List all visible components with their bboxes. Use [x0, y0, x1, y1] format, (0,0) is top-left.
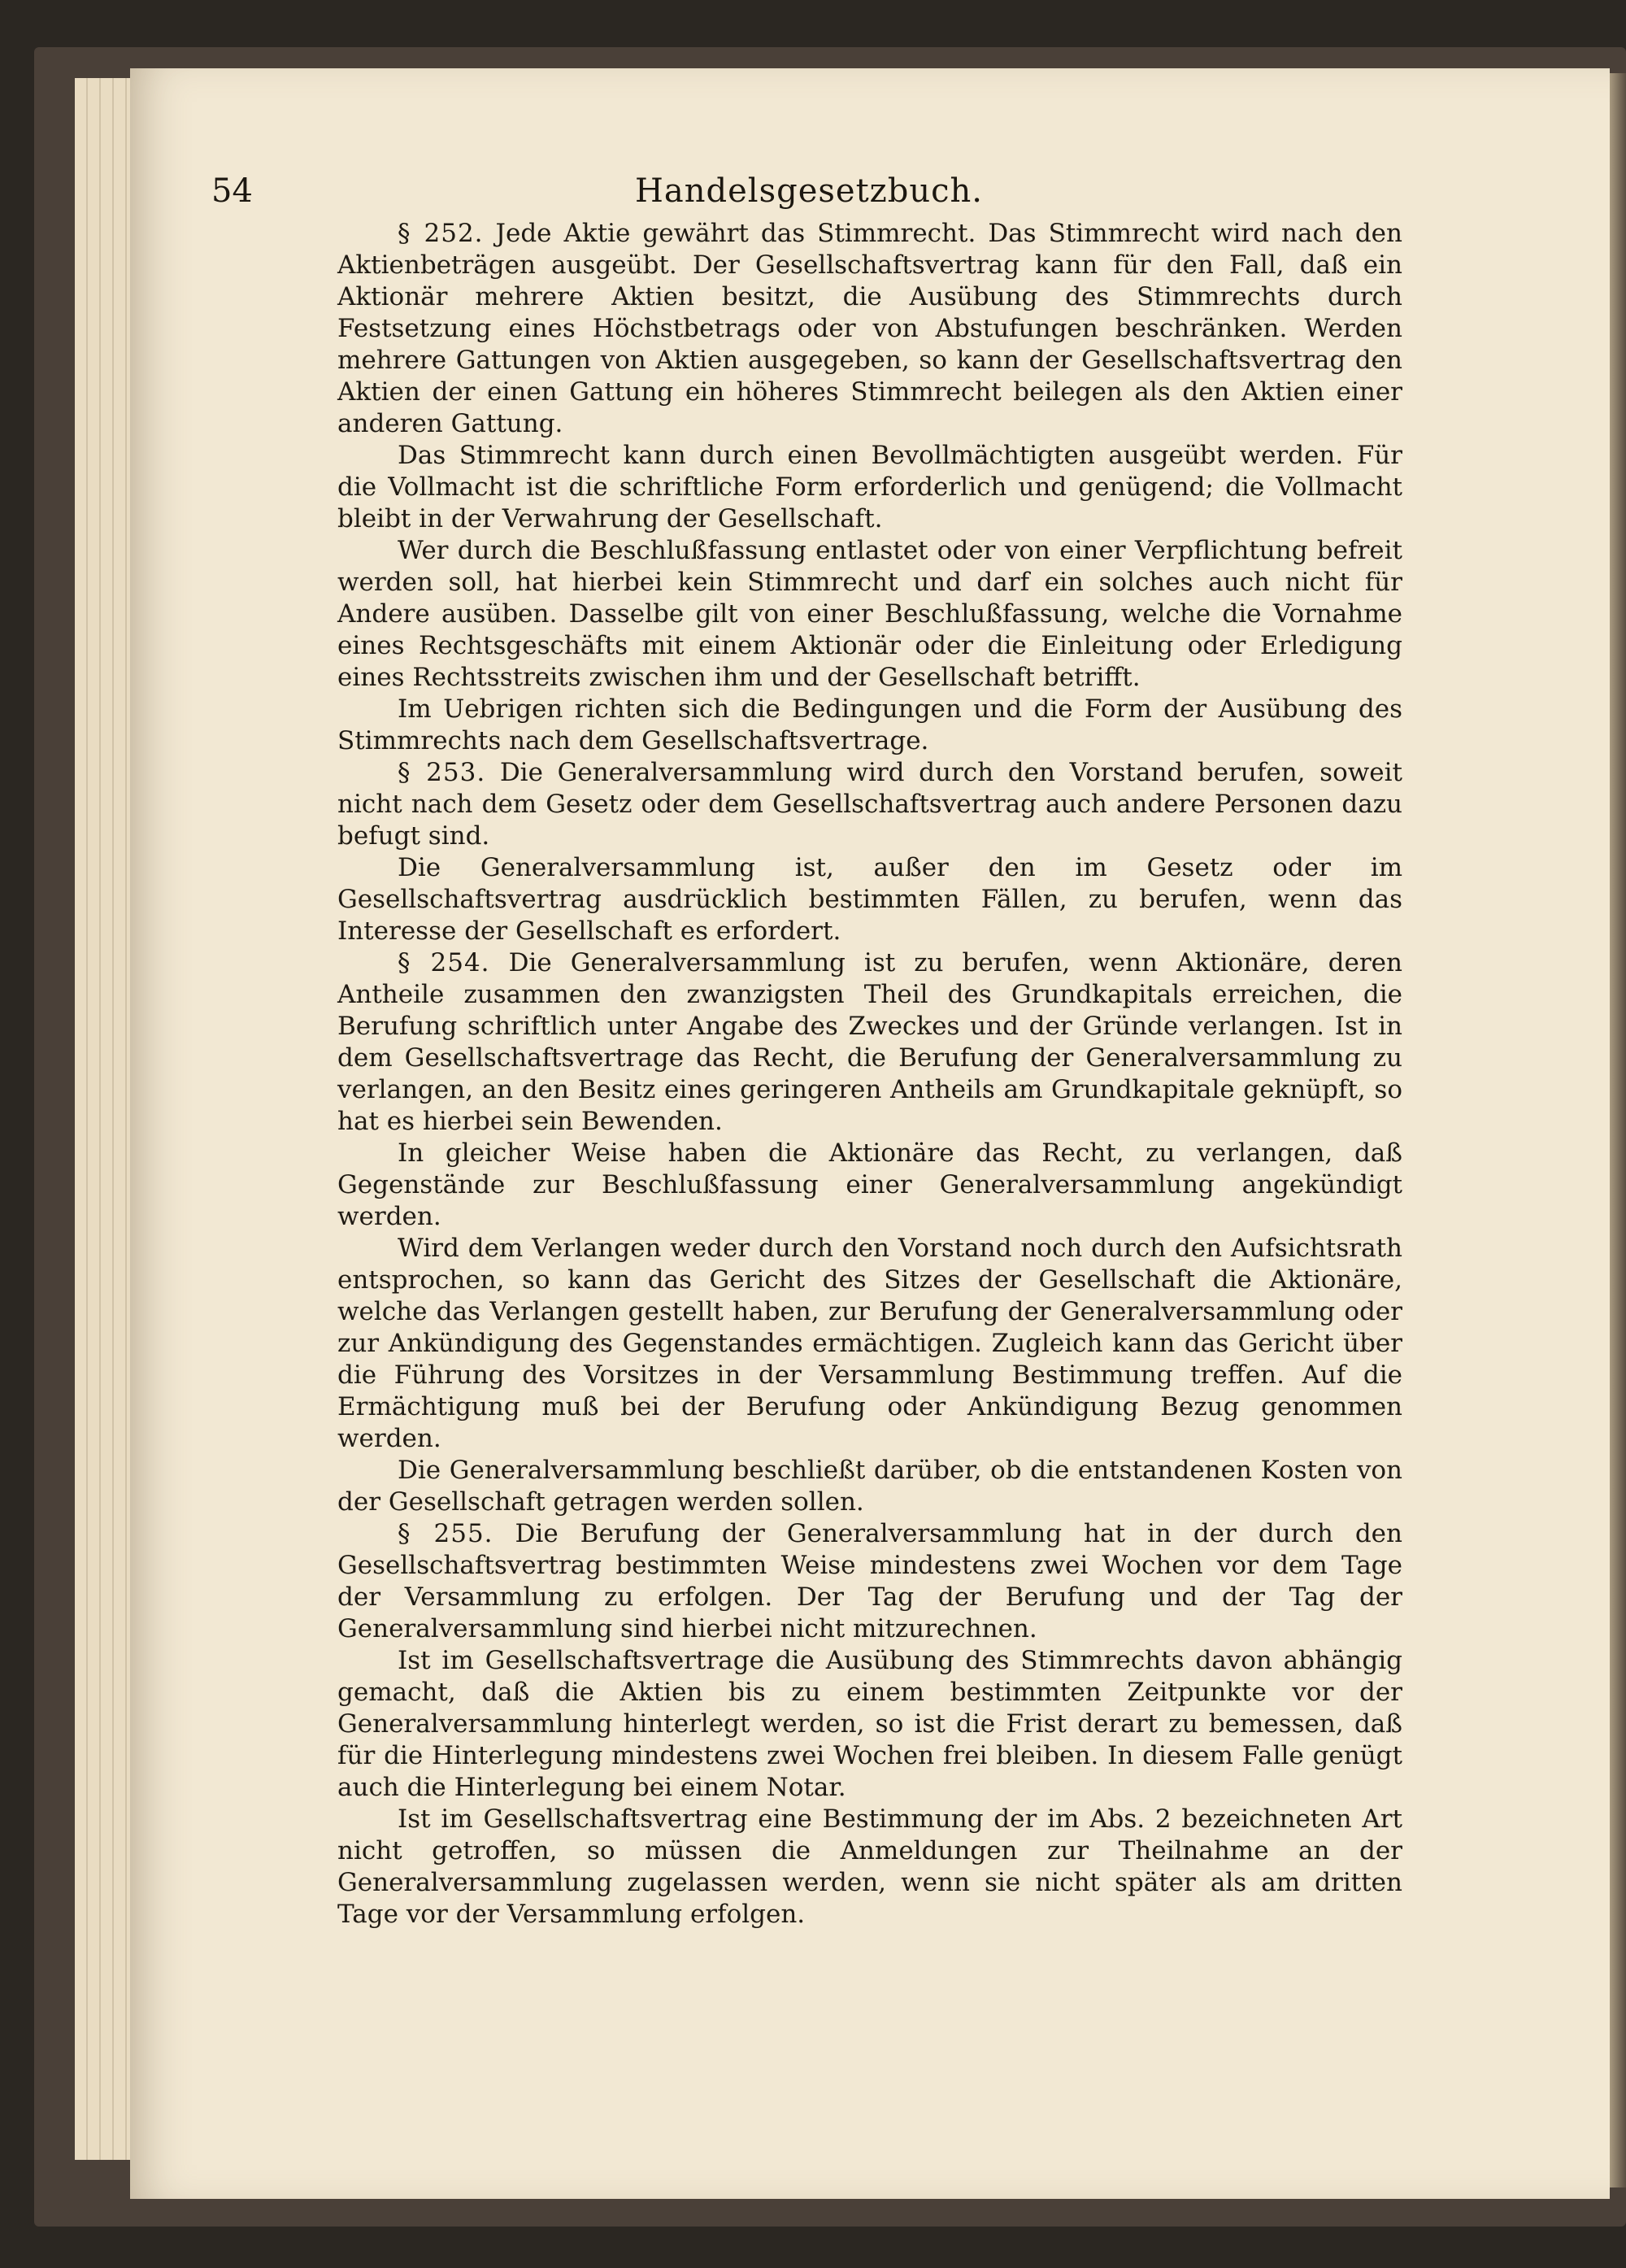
section-number: § 252.	[398, 219, 484, 248]
paragraph: Wer durch die Beschlußfassung entlastet oder von einer Verpflichtung befreit werden soll, hat hierbei kein Stimmrecht und darf ein solches auch nicht für Andere ausüben. Dasselbe gilt von einer Beschlußfassung, welche die Vornahme eines Rechtsgeschäfts mit einem Aktionär oder die Einleitung oder Erledigung eines Rechtsstreits zwischen ihm und der Gesellschaft betrifft.	[337, 536, 1402, 692]
paragraph-text: Jede Aktie gewährt das Stimmrecht. Das Stimmrecht wird nach den Aktienbeträgen ausgeübt. Der Gesellschaftsvertrag kann für den Fall, daß ein Aktionär mehrere Aktien besitzt, die Ausübung des Stimmrechts durch Festsetzung eines Höchstbetrags oder von Abstufungen beschränken. Werden mehrere Gattungen von Aktien ausgegeben, so kann der Gesellschaftsvertrag den Aktien der einen Gattung ein höheres Stimmrecht beilegen als den Aktien einer anderen Gattung.	[337, 219, 1402, 438]
paragraph-section-254	[337, 947, 1402, 1138]
paragraph: Das Stimmrecht kann durch einen Bevollmächtigten ausgeübt werden. Für die Vollmacht ist die schriftliche Form erforderlich und genügend; die Vollmacht bleibt in der Verwahrung der Gesellschaft.	[337, 441, 1402, 533]
paragraph: Wird dem Verlangen weder durch den Vorstand noch durch den Aufsichtsrath entsprochen, so kann das Gericht des Sitzes der Gesellschaft die Aktionäre, welche das Verlangen gestellt haben, zur Berufung der Generalversammlung oder zur Ankündigung des Gegenstandes ermächtigen. Zugleich kann das Gericht über die Führung des Vorsitzes in der Versammlung Bestimmung treffen. Auf die Ermächtigung muß bei der Berufung oder Ankündigung Bezug genommen werden.	[337, 1234, 1402, 1453]
page-header	[211, 163, 1406, 220]
section-number: § 254.	[398, 948, 490, 977]
section-number: § 253.	[398, 758, 486, 787]
paragraph: Ist im Gesellschaftsvertrage die Ausübung des Stimmrechts davon abhängig gemacht, daß die Aktien bis zu einem bestimmten Zeitpunkte vor der Generalversammlung hinterlegt werden, so ist die Frist derart zu bemessen, daß für die Hinterlegung mindestens zwei Wochen frei bleiben. In diesem Falle genügt auch die Hinterlegung bei einem Notar.	[337, 1646, 1402, 1802]
paragraph: Die Generalversammlung beschließt darüber, ob die entstandenen Kosten von der Gesellschaft getragen werden sollen.	[337, 1456, 1402, 1517]
paragraph-text: Die Generalversammlung ist zu berufen, wenn Aktionäre, deren Antheile zusammen den zwanzigsten Theil des Grundkapitals erreichen, die Berufung schriftlich unter Angabe des Zweckes und der Gründe verlangen. Ist in dem Gesellschaftsvertrage das Recht, die Berufung der Generalversammlung zu verlangen, an den Besitz eines geringeren Antheils am Grundkapitale geknüpft, so hat es hierbei sein Bewenden.	[337, 948, 1402, 1136]
paragraph-section-253	[337, 757, 1402, 852]
page-number: 54	[211, 172, 253, 210]
section-number: § 255.	[398, 1519, 493, 1548]
paragraph: Im Uebrigen richten sich die Bedingungen und die Form der Ausübung des Stimmrechts nach dem Gesellschaftsvertrage.	[337, 694, 1402, 755]
paragraph-text: Die Generalversammlung wird durch den Vorstand berufen, soweit nicht nach dem Gesetz oder dem Gesellschaftsvertrag auch andere Personen dazu befugt sind.	[337, 758, 1402, 851]
paragraph: In gleicher Weise haben die Aktionäre das Recht, zu verlangen, daß Gegenstände zur Beschlußfassung einer Generalversammlung angekündigt werden.	[337, 1138, 1402, 1231]
running-title: Handelsgesetzbuch.	[635, 172, 983, 210]
page-body	[337, 218, 1402, 1931]
paragraph-section-255	[337, 1518, 1402, 1645]
paragraph-section-252	[337, 218, 1402, 440]
paragraph-text: Die Berufung der Generalversammlung hat in der durch den Gesellschaftsvertrag bestimmten Weise mindestens zwei Wochen vor dem Tage der Versammlung zu erfolgen. Der Tag der Berufung und der Tag der Generalversammlung sind hierbei nicht mitzurechnen.	[337, 1519, 1402, 1643]
paragraph: Ist im Gesellschaftsvertrag eine Bestimmung der im Abs. 2 bezeichneten Art nicht getroffen, so müssen die Anmeldungen zur Theilnahme an der Generalversammlung zugelassen werden, wenn sie nicht später als am dritten Tage vor der Versammlung erfolgen.	[337, 1804, 1402, 1929]
paragraph: Die Generalversammlung ist, außer den im Gesetz oder im Gesellschaftsvertrag ausdrücklich bestimmten Fällen, zu berufen, wenn das Interesse der Gesellschaft es erfordert.	[337, 853, 1402, 946]
